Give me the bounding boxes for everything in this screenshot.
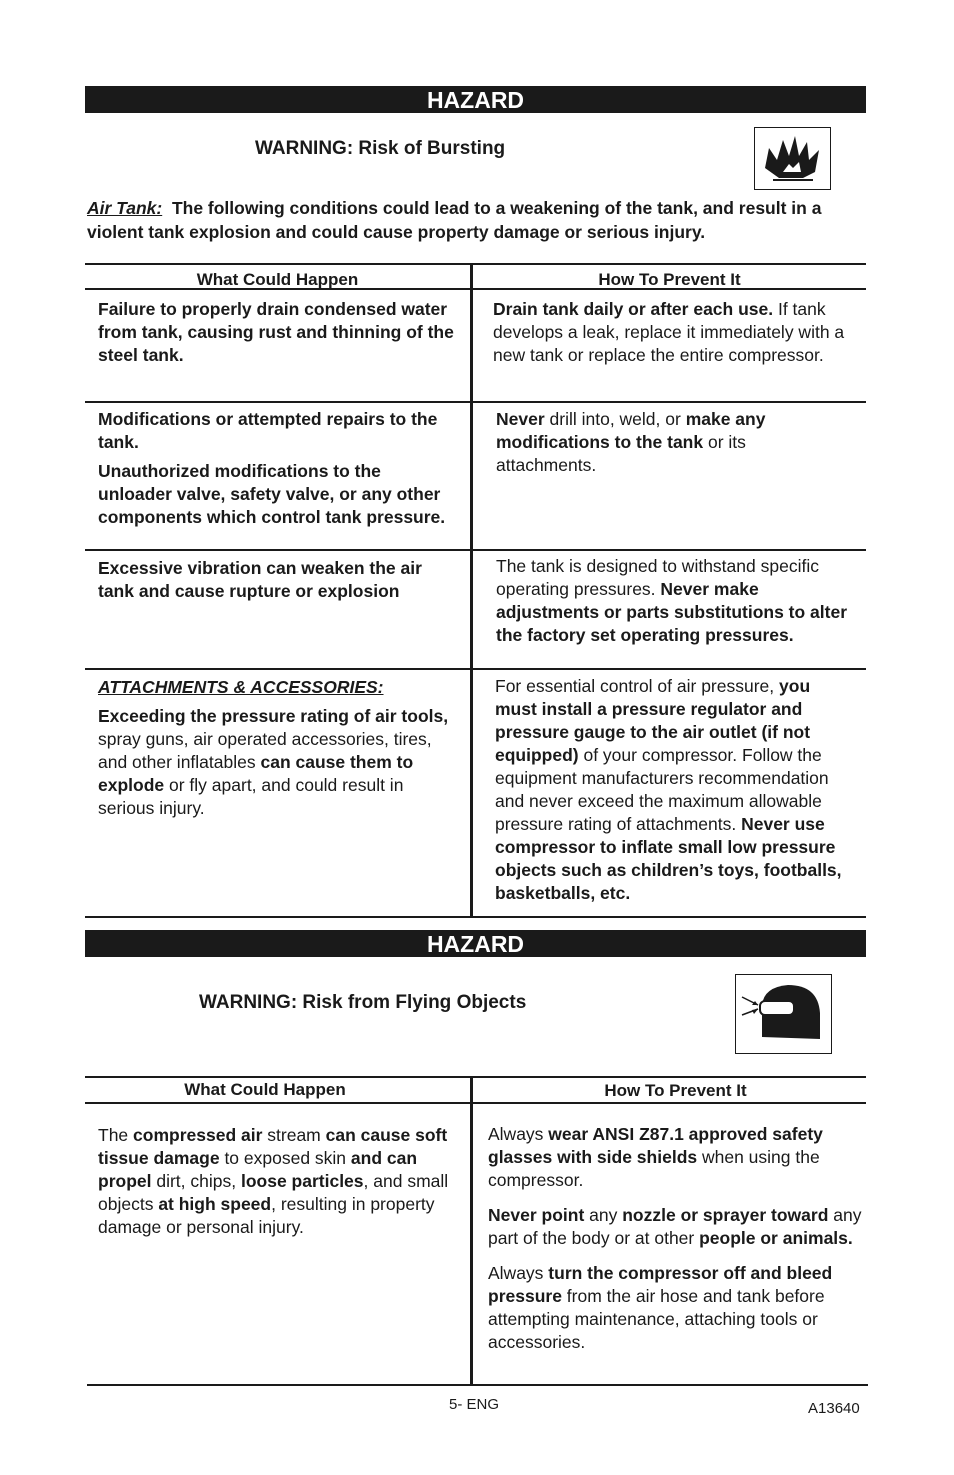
paragraph bbox=[98, 408, 458, 454]
bold-text: Never make adjustments or parts substitutions to alter the factory set operating pressures. bbox=[496, 579, 848, 645]
intro-label: Air Tank: bbox=[87, 198, 163, 218]
text: , and small objects bbox=[98, 1171, 449, 1214]
paragraph bbox=[98, 705, 458, 820]
paragraph bbox=[496, 555, 866, 647]
paragraph bbox=[98, 298, 458, 367]
paragraph bbox=[495, 675, 855, 905]
table2-col-header-happen: What Could Happen bbox=[184, 1080, 346, 1099]
hazard-banner-2: HAZARD bbox=[85, 930, 866, 957]
paragraph bbox=[488, 1204, 866, 1250]
table1-col-header-prevent: How To Prevent It bbox=[598, 270, 741, 289]
paragraph bbox=[496, 408, 836, 477]
bold-text: loose particles bbox=[240, 1171, 364, 1191]
row4-how-to-prevent bbox=[495, 675, 855, 905]
row2-what-could-happen bbox=[98, 408, 458, 529]
air-tank-intro bbox=[87, 196, 877, 244]
text: from the air hose and tank before attempting maintenance, attaching tools or accessories. bbox=[488, 1286, 825, 1352]
flying-how-to-prevent bbox=[488, 1123, 866, 1354]
row3-how-to-prevent bbox=[496, 555, 866, 647]
bold-text: and can propel bbox=[98, 1148, 418, 1191]
text: Always bbox=[488, 1263, 549, 1283]
bold-text: you must install a pressure regulator and pressure gauge to the air outlet (if not equipped) bbox=[495, 676, 811, 765]
bold-text: Excessive vibration can weaken the air tank and cause rupture or explosion bbox=[98, 558, 422, 601]
text: If tank develops a leak, replace it immediately with a new tank or replace the entire compressor. bbox=[493, 299, 845, 365]
bold-text: wear ANSI Z87.1 approved safety glasses with side shields bbox=[488, 1124, 823, 1167]
row4-what-could-happen bbox=[98, 676, 458, 820]
text: of your compressor. Follow the equipment manufacturers recommendation and never exceed the maximum allowable pressure rating of attachments. bbox=[495, 745, 829, 834]
paragraph bbox=[488, 1123, 866, 1192]
table2-header-rule bbox=[85, 1102, 866, 1104]
document-code: A13640 bbox=[808, 1400, 860, 1417]
bold-text: nozzle or sprayer toward bbox=[622, 1205, 829, 1225]
paragraph bbox=[98, 557, 458, 603]
table1-row-rule-2 bbox=[85, 549, 866, 551]
row2-how-to-prevent bbox=[496, 408, 836, 477]
table2-bottom-rule bbox=[87, 1384, 868, 1386]
bold-text: Failure to properly drain condensed water from tank, causing rust and thinning of the steel tank. bbox=[98, 299, 454, 365]
table1-divider bbox=[470, 263, 473, 918]
warning-title-bursting: WARNING: Risk of Bursting bbox=[255, 138, 506, 159]
intro-text: The following conditions could lead to a weakening of the tank, and result in a violent tank explosion and could cause property damage or serious injury. bbox=[87, 198, 822, 242]
text: when using the compressor. bbox=[488, 1147, 820, 1190]
bold-text: turn the compressor off and bleed pressure bbox=[488, 1263, 833, 1306]
bold-text: Never point bbox=[488, 1205, 585, 1225]
bold-text: can cause them to explode bbox=[98, 752, 414, 795]
explosion-icon bbox=[754, 127, 831, 190]
bold-text: people or animals. bbox=[699, 1228, 853, 1248]
page-number: 5- ENG bbox=[449, 1396, 500, 1413]
text: drill into, weld, or bbox=[544, 409, 686, 429]
table1-top-rule bbox=[85, 263, 866, 265]
text: any part of the body or at other bbox=[488, 1205, 862, 1248]
text: to exposed skin bbox=[219, 1148, 351, 1168]
text: The tank is designed to withstand specific operating pressures. bbox=[496, 556, 819, 599]
paragraph bbox=[98, 1124, 458, 1239]
text: stream bbox=[262, 1125, 326, 1145]
warning-title-flying-objects: WARNING: Risk from Flying Objects bbox=[199, 992, 527, 1013]
attachments-heading: ATTACHMENTS & ACCESSORIES: bbox=[98, 677, 384, 697]
table2-divider bbox=[470, 1076, 473, 1385]
table1-bottom-rule bbox=[85, 916, 866, 918]
table2-top-rule bbox=[85, 1076, 866, 1078]
bold-text: Drain tank daily or after each use. bbox=[493, 299, 774, 319]
row1-what-could-happen bbox=[98, 298, 458, 367]
table1-row-rule-1 bbox=[85, 401, 866, 403]
text: or its attachments. bbox=[496, 432, 746, 475]
text: spray guns, air operated accessories, tires, and other inflatables bbox=[98, 729, 432, 772]
bold-text: Exceeding the pressure rating of air tools, bbox=[98, 706, 449, 726]
row1-how-to-prevent bbox=[493, 298, 853, 367]
bold-text: Unauthorized modifications to the unloader valve, safety valve, or any other components which control tank pressure. bbox=[98, 461, 446, 527]
bold-text: Modifications or attempted repairs to the tank. bbox=[98, 409, 438, 452]
bold-text: Never use compressor to inflate small low pressure objects such as children’s toys, footballs, basketballs, etc. bbox=[495, 814, 842, 903]
bold-text: can cause soft tissue damage bbox=[98, 1125, 448, 1168]
text: Always bbox=[488, 1124, 549, 1144]
bold-text: at high speed bbox=[158, 1194, 272, 1214]
table1-col-header-happen: What Could Happen bbox=[196, 270, 359, 289]
bold-text: compressed air bbox=[133, 1125, 263, 1145]
text: The bbox=[98, 1125, 134, 1145]
text: , resulting in property damage or personal injury. bbox=[98, 1194, 435, 1237]
safety-goggles-icon bbox=[735, 974, 832, 1054]
text: dirt, chips, bbox=[151, 1171, 241, 1191]
hazard-banner-1: HAZARD bbox=[85, 86, 866, 113]
text: For essential control of air pressure, bbox=[495, 676, 780, 696]
bold-text: Never bbox=[496, 409, 545, 429]
paragraph bbox=[488, 1262, 866, 1354]
text: any bbox=[584, 1205, 623, 1225]
bold-text: make any modifications to the tank bbox=[496, 409, 766, 452]
table2-col-header-prevent: How To Prevent It bbox=[604, 1081, 747, 1100]
table1-row-rule-3 bbox=[85, 668, 866, 670]
paragraph bbox=[98, 460, 458, 529]
paragraph bbox=[493, 298, 853, 367]
text: or fly apart, and could result in serious injury. bbox=[98, 775, 404, 818]
row3-what-could-happen bbox=[98, 557, 458, 603]
flying-what-could-happen bbox=[98, 1124, 458, 1239]
